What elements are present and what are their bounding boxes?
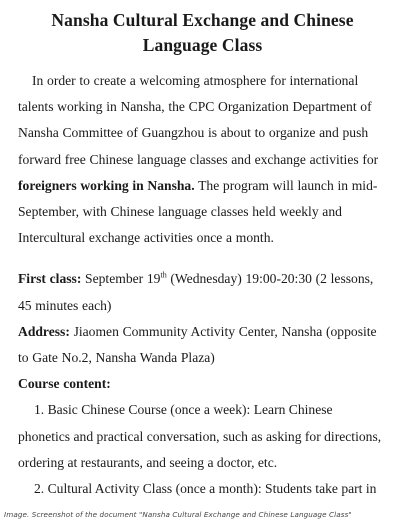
course-item-1: 1. Basic Chinese Course (once a week): Learn Chinese phonetics and practical conversation, such as asking for directions, ordering at restaurants, and seeing a doctor, etc. [18,402,382,470]
address-line [18,319,387,371]
paragraph-spacer [18,251,387,266]
intro-bold-text: foreigners working in Nansha. [18,177,195,193]
course-content-heading: Course content: [18,376,111,392]
intro-paragraph [18,68,387,251]
first-class-date: September 19 [81,271,161,287]
course-item-2: 2. Cultural Activity Class (once a month): Students take part in [34,481,377,497]
intro-text-2: The program will launch in mid-September, with Chinese language classes held weekly and Intercultural exchange activities once a month. [18,177,378,246]
first-class-line [18,266,387,318]
first-class-label: First class: [18,271,82,287]
intro-text-1: In order to create a welcoming atmosphere for international talents working in Nansha, the CPC Organization Department of Nansha Committee of Guangzhou is about to organize and push forward free Chinese language classes and exchange activities for [18,73,379,167]
title-line-2: Language Class [142,35,263,55]
title-line-1: Nansha Cultural Exchange and Chinese [51,10,354,30]
first-class-time: (Wednesday) 19:00-20:30 (2 lessons, 45 minutes each) [18,271,374,313]
first-class-date-suffix: th [160,270,167,280]
document-title [18,8,387,58]
image-caption: Image. Screenshot of the document "Nansha Cultural Exchange and Chinese Language Class" [4,510,352,519]
address-label: Address: [18,323,70,339]
address-text: Jiaomen Community Activity Center, Nansha (opposite to Gate No.2, Nansha Wanda Plaza) [18,323,377,366]
